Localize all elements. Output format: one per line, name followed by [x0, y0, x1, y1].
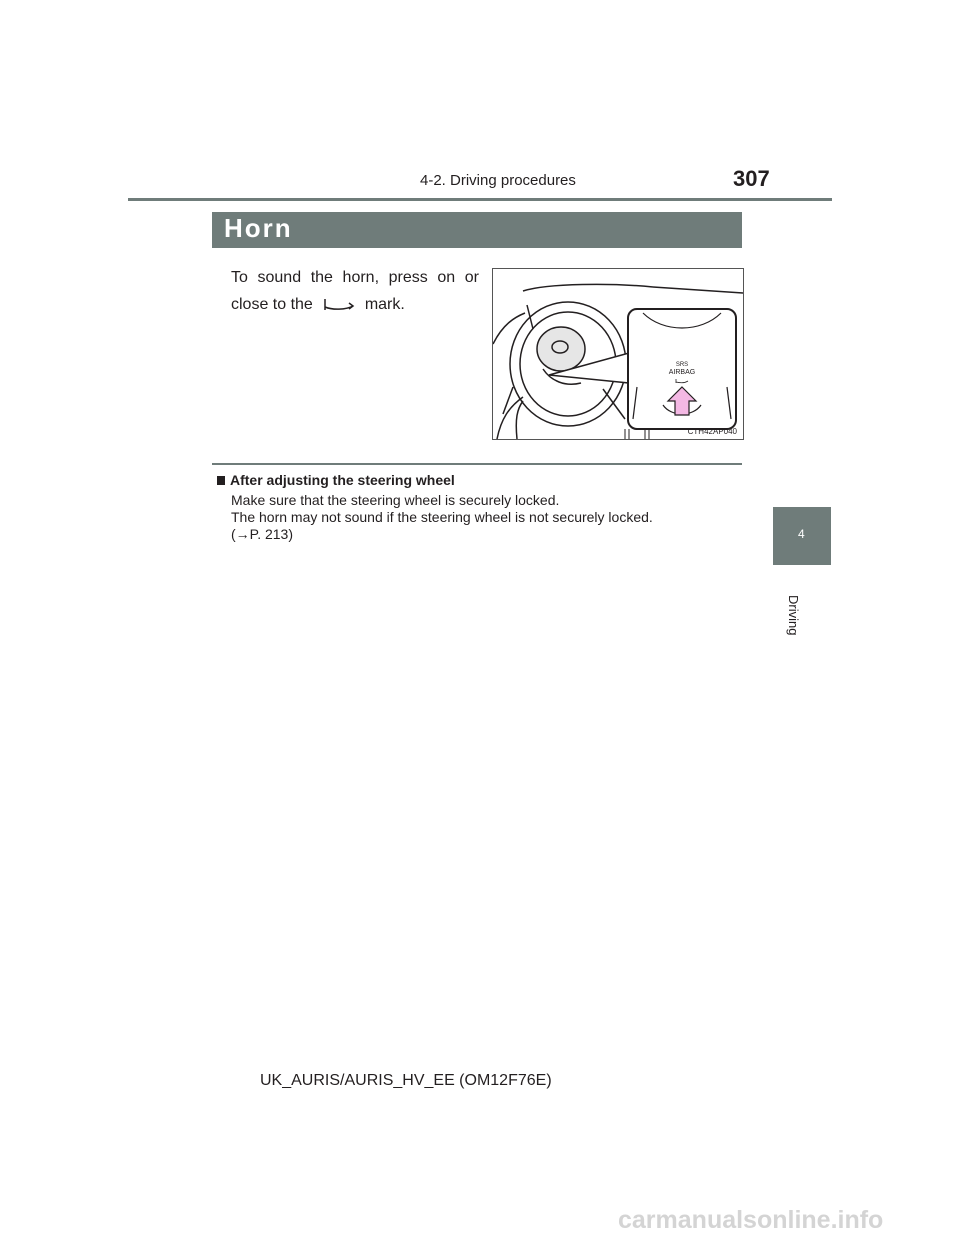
intro-text-after: mark. — [364, 296, 405, 313]
square-bullet-icon — [217, 476, 225, 485]
note-heading-text: After adjusting the steering wheel — [230, 472, 455, 488]
section-title: Horn — [224, 213, 293, 243]
section-divider — [212, 463, 742, 465]
figure-label-srs: SRS — [675, 362, 689, 368]
note-heading — [217, 472, 455, 488]
header-divider — [128, 198, 832, 201]
chapter-tab-number: 4 — [798, 527, 805, 541]
steering-wheel-illustration — [493, 269, 743, 439]
intro-text-before: To sound the horn, press on or close to the — [231, 269, 479, 313]
note-line: Make sure that the steering wheel is securely locked. — [231, 492, 560, 508]
horn-mark-icon — [322, 298, 356, 312]
note-body — [231, 492, 751, 543]
section-title-bar — [212, 212, 742, 248]
note-line: The horn may not sound if the steering wheel is not securely locked. — [231, 509, 653, 525]
chapter-tab-label: Driving — [786, 595, 801, 636]
figure-label-airbag: AIRBAG — [668, 369, 696, 376]
figure-code: CTH42AP040 — [687, 427, 737, 436]
chapter-tab — [773, 507, 831, 565]
footer-model-code: UK_AURIS/AURIS_HV_EE (OM12F76E) — [260, 1072, 552, 1089]
header-section-title: 4-2. Driving procedures — [420, 172, 576, 189]
page-number: 307 — [733, 166, 770, 191]
steering-wheel-figure — [492, 268, 744, 440]
note-line: (→P. 213) — [231, 526, 293, 542]
intro-paragraph — [231, 264, 479, 318]
watermark: carmanualsonline.info — [618, 1206, 884, 1234]
